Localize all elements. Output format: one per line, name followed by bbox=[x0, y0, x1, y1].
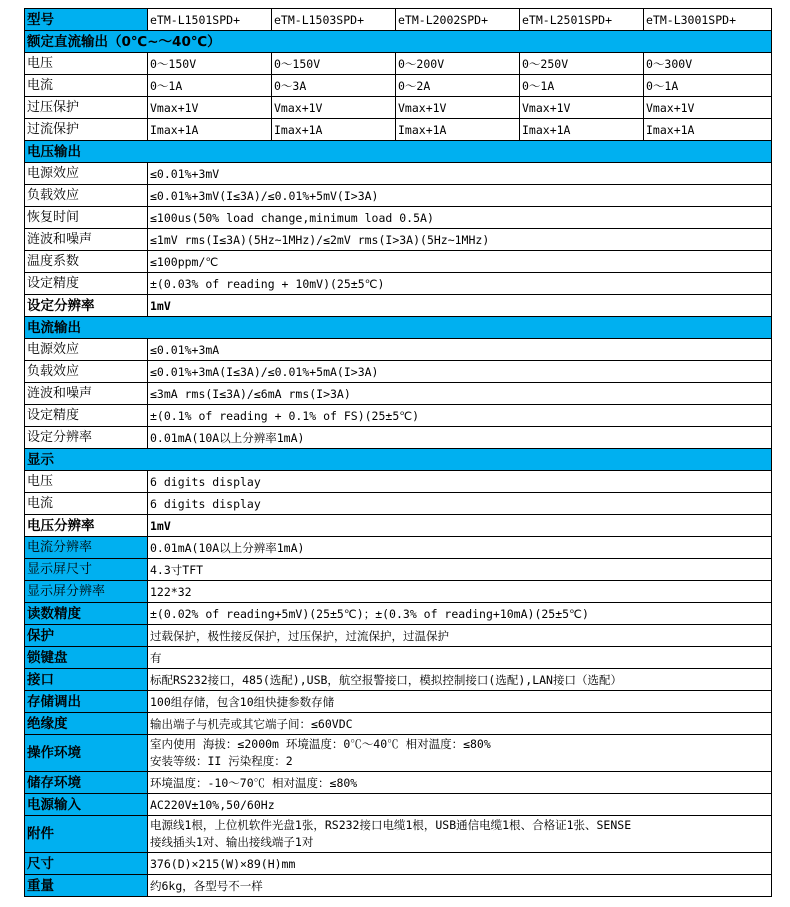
spec-row bbox=[25, 405, 772, 427]
spec-row bbox=[25, 339, 772, 361]
row-label: 尺寸 bbox=[25, 853, 148, 875]
spec-row bbox=[25, 185, 772, 207]
row-value: ±(0.1% of reading + 0.1% of FS)(25±5℃) bbox=[148, 405, 772, 427]
model-name: eTM-L2002SPD+ bbox=[396, 9, 520, 31]
row-label: 接口 bbox=[25, 669, 148, 691]
cell-value: 0～3A bbox=[272, 75, 396, 97]
spec-row bbox=[25, 295, 772, 317]
cell-value: 0～1A bbox=[520, 75, 644, 97]
row-label: 电流 bbox=[25, 75, 148, 97]
row-value: ≤0.01%+3mA(I≤3A)/≤0.01%+5mA(I>3A) bbox=[148, 361, 772, 383]
row-label: 重量 bbox=[25, 875, 148, 897]
cell-value: Vmax+1V bbox=[148, 97, 272, 119]
spec-row bbox=[25, 207, 772, 229]
row-value: 4.3寸TFT bbox=[148, 559, 772, 581]
section-title: 额定直流输出（0℃~～40℃） bbox=[25, 31, 772, 53]
value-line: 接线插头1对、输出接线端子1对 bbox=[150, 835, 314, 849]
spec-row-voltage bbox=[25, 53, 772, 75]
cell-value: Vmax+1V bbox=[520, 97, 644, 119]
section-header-current-output bbox=[25, 317, 772, 339]
section-title: 电流输出 bbox=[25, 317, 772, 339]
cell-value: 0～200V bbox=[396, 53, 520, 75]
row-label: 电源效应 bbox=[25, 163, 148, 185]
spec-row bbox=[25, 251, 772, 273]
row-label: 负载效应 bbox=[25, 185, 148, 207]
row-value: 100组存储，包含10组快捷参数存储 bbox=[148, 691, 772, 713]
row-label: 恢复时间 bbox=[25, 207, 148, 229]
row-label: 涟波和噪声 bbox=[25, 383, 148, 405]
cell-value: 0～250V bbox=[520, 53, 644, 75]
model-name: eTM-L1503SPD+ bbox=[272, 9, 396, 31]
spec-row-interface bbox=[25, 669, 772, 691]
cell-value: Vmax+1V bbox=[396, 97, 520, 119]
cell-value: Imax+1A bbox=[644, 119, 772, 141]
spec-row-insulation bbox=[25, 713, 772, 735]
row-label: 过流保护 bbox=[25, 119, 148, 141]
row-value: 1mV bbox=[148, 515, 772, 537]
row-label: 附件 bbox=[25, 816, 148, 853]
cell-value: Imax+1A bbox=[520, 119, 644, 141]
model-header-row bbox=[25, 9, 772, 31]
row-value: 6 digits display bbox=[148, 471, 772, 493]
spec-row bbox=[25, 471, 772, 493]
row-label: 过压保护 bbox=[25, 97, 148, 119]
row-value: 标配RS232接口，485(选配),USB，航空报警接口，模拟控制接口(选配),LAN接口（选配） bbox=[148, 669, 772, 691]
row-value: 有 bbox=[148, 647, 772, 669]
row-value: ≤0.01%+3mV(I≤3A)/≤0.01%+5mV(I>3A) bbox=[148, 185, 772, 207]
row-label: 保护 bbox=[25, 625, 148, 647]
row-value: ≤100us(50% load change,minimum load 0.5A) bbox=[148, 207, 772, 229]
row-value: ≤0.01%+3mA bbox=[148, 339, 772, 361]
cell-value: 0～1A bbox=[644, 75, 772, 97]
row-label: 显示屏分辨率 bbox=[25, 581, 148, 603]
section-header-display bbox=[25, 449, 772, 471]
value-line: 电源线1根，上位机软件光盘1张，RS232接口电缆1根，USB通信电缆1根、合格证1张、SENSE bbox=[150, 818, 632, 832]
spec-row bbox=[25, 361, 772, 383]
row-label: 读数精度 bbox=[25, 603, 148, 625]
spec-row-weight bbox=[25, 875, 772, 897]
row-label: 设定精度 bbox=[25, 273, 148, 295]
row-label: 负载效应 bbox=[25, 361, 148, 383]
spec-row bbox=[25, 427, 772, 449]
model-name: eTM-L1501SPD+ bbox=[148, 9, 272, 31]
spec-row-dimensions bbox=[25, 853, 772, 875]
model-name: eTM-L3001SPD+ bbox=[644, 9, 772, 31]
model-name: eTM-L2501SPD+ bbox=[520, 9, 644, 31]
spec-row bbox=[25, 383, 772, 405]
row-label: 设定分辨率 bbox=[25, 427, 148, 449]
row-value: 0.01mA(10A以上分辨率1mA) bbox=[148, 537, 772, 559]
row-label: 存储调出 bbox=[25, 691, 148, 713]
spec-row bbox=[25, 603, 772, 625]
row-label: 绝缘度 bbox=[25, 713, 148, 735]
value-line: 安装等级：II 污染程度：2 bbox=[150, 754, 293, 768]
row-label: 设定分辨率 bbox=[25, 295, 148, 317]
row-label: 设定精度 bbox=[25, 405, 148, 427]
spec-table bbox=[24, 8, 772, 897]
row-label: 电压 bbox=[25, 471, 148, 493]
row-value: AC220V±10%,50/60Hz bbox=[148, 794, 772, 816]
row-value: 1mV bbox=[148, 295, 772, 317]
row-value: ≤3mA rms(I≤3A)/≤6mA rms(I>3A) bbox=[148, 383, 772, 405]
row-value: 122*32 bbox=[148, 581, 772, 603]
row-label: 电源效应 bbox=[25, 339, 148, 361]
row-value: 过载保护，极性接反保护，过压保护，过流保护，过温保护 bbox=[148, 625, 772, 647]
spec-row bbox=[25, 493, 772, 515]
section-title: 电压输出 bbox=[25, 141, 772, 163]
section-header-voltage-output bbox=[25, 141, 772, 163]
section-header-rated-output bbox=[25, 31, 772, 53]
row-label: 储存环境 bbox=[25, 772, 148, 794]
spec-row bbox=[25, 537, 772, 559]
spec-row-ovp bbox=[25, 97, 772, 119]
row-label: 温度系数 bbox=[25, 251, 148, 273]
row-value: 0.01mA(10A以上分辨率1mA) bbox=[148, 427, 772, 449]
spec-row-protection bbox=[25, 625, 772, 647]
row-label: 显示屏尺寸 bbox=[25, 559, 148, 581]
row-label: 电流 bbox=[25, 493, 148, 515]
spec-row bbox=[25, 515, 772, 537]
cell-value: Imax+1A bbox=[148, 119, 272, 141]
row-value: ≤100ppm/℃ bbox=[148, 251, 772, 273]
cell-value: Vmax+1V bbox=[644, 97, 772, 119]
cell-value: 0～300V bbox=[644, 53, 772, 75]
row-label: 操作环境 bbox=[25, 735, 148, 772]
row-value bbox=[148, 816, 772, 853]
section-title: 显示 bbox=[25, 449, 772, 471]
spec-row bbox=[25, 163, 772, 185]
cell-value: Vmax+1V bbox=[272, 97, 396, 119]
spec-row bbox=[25, 273, 772, 295]
spec-row-power-input bbox=[25, 794, 772, 816]
cell-value: Imax+1A bbox=[396, 119, 520, 141]
row-value: 环境温度：-10～70℃ 相对温度：≤80% bbox=[148, 772, 772, 794]
row-label: 电源输入 bbox=[25, 794, 148, 816]
cell-value: Imax+1A bbox=[272, 119, 396, 141]
row-value: ≤1mV rms(I≤3A)(5Hz~1MHz)/≤2mV rms(I>3A)(5Hz~1MHz) bbox=[148, 229, 772, 251]
cell-value: 0～2A bbox=[396, 75, 520, 97]
row-value bbox=[148, 735, 772, 772]
spec-row-storage-env bbox=[25, 772, 772, 794]
row-value: 约6kg，各型号不一样 bbox=[148, 875, 772, 897]
row-label: 锁键盘 bbox=[25, 647, 148, 669]
spec-row-operating-env bbox=[25, 735, 772, 772]
spec-row bbox=[25, 581, 772, 603]
spec-row-ocp bbox=[25, 119, 772, 141]
row-value: 输出端子与机壳或其它端子间：≤60VDC bbox=[148, 713, 772, 735]
spec-row bbox=[25, 559, 772, 581]
row-label: 涟波和噪声 bbox=[25, 229, 148, 251]
row-value: ±(0.02% of reading+5mV)(25±5℃)；±(0.3% of reading+10mA)(25±5℃) bbox=[148, 603, 772, 625]
cell-value: 0～150V bbox=[148, 53, 272, 75]
row-value: 376(D)×215(W)×89(H)mm bbox=[148, 853, 772, 875]
row-value: ≤0.01%+3mV bbox=[148, 163, 772, 185]
spec-row-storage bbox=[25, 691, 772, 713]
row-label: 电压 bbox=[25, 53, 148, 75]
value-line: 室内使用 海拔：≤2000m 环境温度：0℃～40℃ 相对温度：≤80% bbox=[150, 737, 491, 751]
spec-row-accessories bbox=[25, 816, 772, 853]
spec-row bbox=[25, 229, 772, 251]
cell-value: 0～1A bbox=[148, 75, 272, 97]
row-label: 电流分辨率 bbox=[25, 537, 148, 559]
cell-value: 0～150V bbox=[272, 53, 396, 75]
row-label: 电压分辨率 bbox=[25, 515, 148, 537]
spec-row-current bbox=[25, 75, 772, 97]
row-value: 6 digits display bbox=[148, 493, 772, 515]
model-header-label: 型号 bbox=[25, 9, 148, 31]
row-value: ±(0.03% of reading + 10mV)(25±5℃) bbox=[148, 273, 772, 295]
spec-row-keylock bbox=[25, 647, 772, 669]
